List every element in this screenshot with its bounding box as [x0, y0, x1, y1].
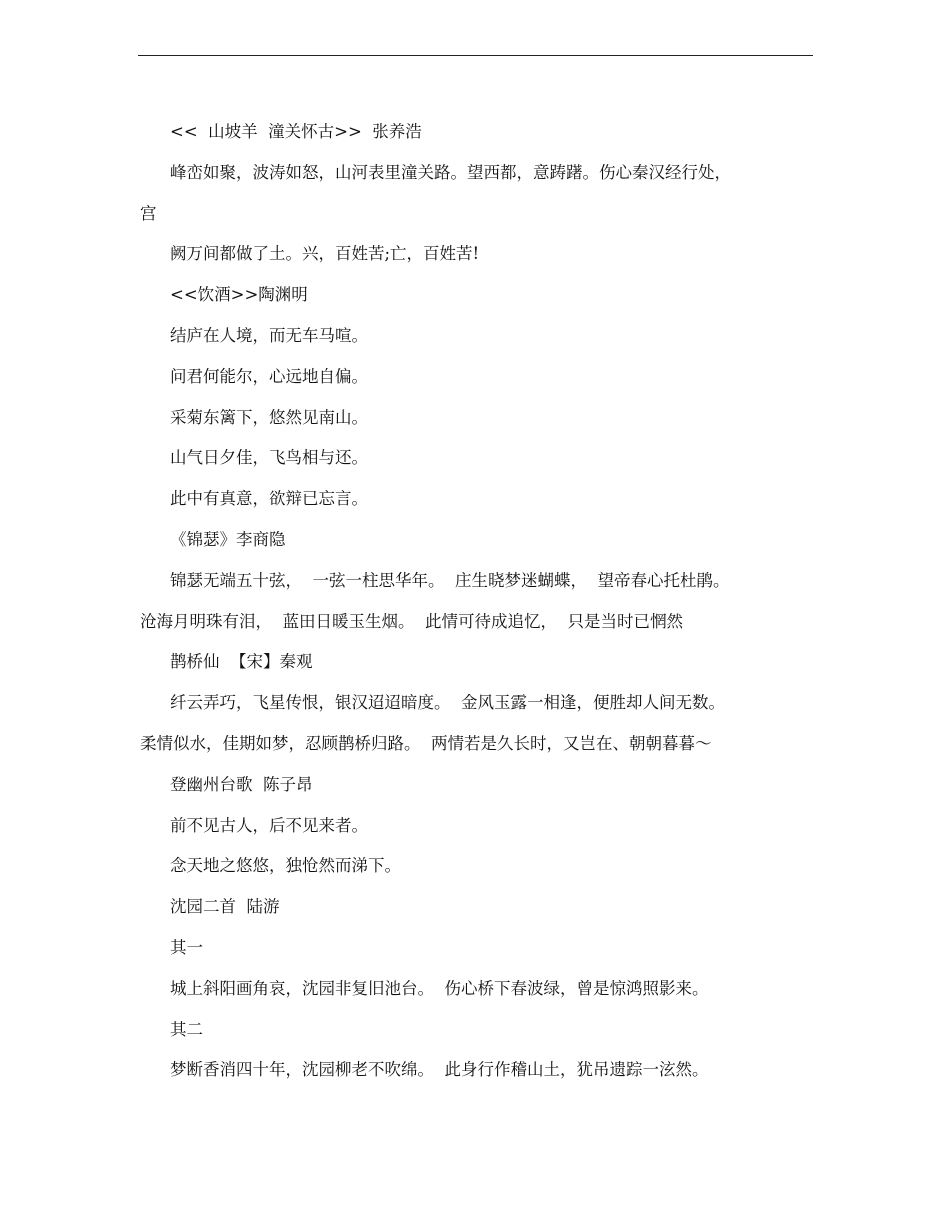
poem-line-wrap: 沧海月明珠有泪， 蓝田日暖玉生烟。 此情可待成追忆， 只是当时已惘然	[140, 611, 683, 631]
header-rule	[138, 55, 813, 56]
section-heading-2: 其二	[170, 1019, 203, 1039]
poem-title-queqiaoxian: 鹊桥仙 【宋】秦观	[170, 652, 313, 672]
poem-line-wrap: 宫	[140, 203, 157, 223]
section-heading-1: 其一	[170, 937, 203, 957]
poem-line: 阙万间都做了土。兴，百姓苦;亡，百姓苦!	[170, 244, 480, 264]
poem-line-wrap: 柔情似水，佳期如梦，忍顾鹊桥归路。 两情若是久长时，又岂在、朝朝暮暮～	[140, 733, 712, 753]
poem-line: 此中有真意，欲辩已忘言。	[170, 489, 368, 509]
poem-title-jinse: 《锦瑟》李商隐	[170, 529, 286, 549]
poem-line: 山气日夕佳，飞鸟相与还。	[170, 448, 368, 468]
poem-line: 问君何能尔，心远地自偏。	[170, 366, 368, 386]
poem-line: 梦断香消四十年，沈园柳老不吹绵。 此身行作稽山土，犹吊遗踪一泫然。	[170, 1060, 709, 1080]
poem-line: 城上斜阳画角哀，沈园非复旧池台。 伤心桥下春波绿，曾是惊鸿照影来。	[170, 978, 709, 998]
poem-line: 纤云弄巧，飞星传恨，银汉迢迢暗度。 金风玉露一相逢，便胜却人间无数。	[170, 693, 725, 713]
poem-line: 结庐在人境，而无车马喧。	[170, 325, 368, 345]
poem-title-shanpoyang: << 山坡羊 潼关怀古>> 张养浩	[170, 122, 422, 141]
poem-title-dengyouzhoutai: 登幽州台歌 陈子昂	[170, 774, 313, 794]
poem-line: 念天地之悠悠，独怆然而涕下。	[170, 856, 401, 876]
poem-line: 锦瑟无端五十弦， 一弦一柱思华年。 庄生晓梦迷蝴蝶， 望帝春心托杜鹃。	[170, 570, 730, 590]
poem-line: 采菊东篱下，悠然见南山。	[170, 407, 368, 427]
poem-line: 前不见古人，后不见来者。	[170, 815, 368, 835]
poem-line: 峰峦如聚，波涛如怒，山河表里潼关路。望西都，意踌躇。伤心秦汉经行处，	[170, 162, 731, 182]
poem-title-shenyuan: 沈园二首 陆游	[170, 897, 280, 917]
document-body	[140, 112, 800, 1091]
poem-title-yinjiu: <<饮酒>>陶渊明	[170, 285, 308, 305]
